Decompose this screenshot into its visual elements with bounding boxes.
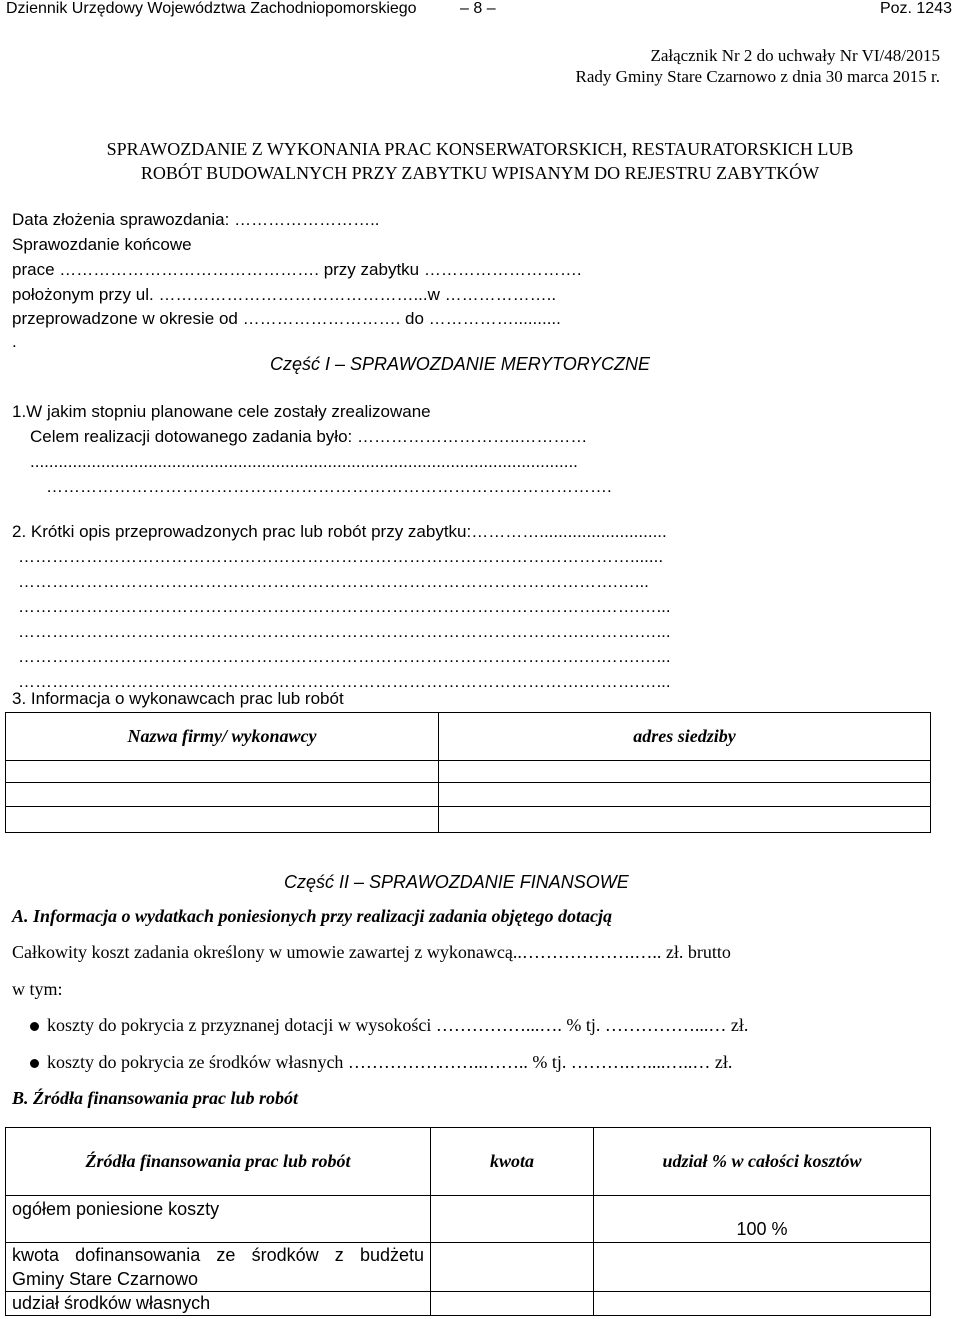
document-title-line-1: SPRAWOZDANIE Z WYKONANIA PRAC KONSERWATORSKICH, RESTAURATORSKICH LUB — [106, 139, 854, 159]
including-label: w tym: — [12, 979, 63, 999]
total-cost-field: Całkowity koszt zadania określony w umowie zawartej z wykonawcą..……………….….. zł. brutto — [12, 942, 731, 962]
contractors-row-2-address[interactable] — [439, 783, 931, 807]
question-2-line-6: ……………………………………………………………………………………….……….…... — [18, 672, 671, 691]
own-cost-field: koszty do pokrycia ze środków własnych …………………..…….. % tj. ……….…....…..… zł. — [47, 1052, 733, 1072]
header-share: udział % w całości kosztów — [594, 1128, 931, 1196]
contractors-row-3-address[interactable] — [439, 807, 931, 833]
contractors-table — [5, 712, 931, 833]
journal-name: Dziennik Urzędowy Województwa Zachodniopomorskiego — [6, 0, 417, 17]
funding-row-total-label: ogółem poniesione koszty — [6, 1196, 431, 1243]
page-number: – 8 – — [460, 0, 496, 17]
contractors-row-2 — [6, 783, 931, 807]
header-funding-sources: Źródła finansowania prac lub robót — [6, 1128, 431, 1196]
question-1-line-2: .................................................................................................................... — [30, 452, 578, 471]
question-1-goal-field: Celem realizacji dotowanego zadania było: ………………………..………… — [30, 427, 588, 446]
part1-heading: Część I – SPRAWOZDANIE MERYTORYCZNE — [270, 354, 651, 374]
funding-row-own-share[interactable] — [594, 1292, 931, 1316]
question-1-line-3: ………………………………………………………………………………………. — [46, 477, 612, 496]
final-report-label: Sprawozdanie końcowe — [12, 235, 192, 254]
location-field: położonym przy ul. ………………………………………...w ……………….. — [12, 285, 557, 304]
funding-row-own — [6, 1292, 931, 1316]
period-end-mark: . — [12, 332, 17, 351]
funding-row-total-amount[interactable] — [431, 1196, 594, 1243]
contractors-row-2-name[interactable] — [6, 783, 439, 807]
funding-row-grant-amount[interactable] — [431, 1243, 594, 1292]
funding-row-own-amount[interactable] — [431, 1292, 594, 1316]
funding-row-total-share: 100 % — [594, 1196, 931, 1243]
contractors-row-1-address[interactable] — [439, 761, 931, 783]
period-field: przeprowadzone w okresie od ………………………. do …………….......... — [12, 309, 561, 328]
contractors-row-3-name[interactable] — [6, 807, 439, 833]
attachment-line-2: Rady Gminy Stare Czarnowo z dnia 30 marca 2015 r. — [575, 67, 940, 86]
document-title-line-2: ROBÓT BUDOWALNYCH PRZY ZABYTKU WPISANYM DO REJESTRU ZABYTKÓW — [140, 163, 820, 183]
contractors-table-header — [6, 713, 931, 761]
funding-row-grant-share[interactable] — [594, 1243, 931, 1292]
funding-row-grant-label: kwota dofinansowania ze środków z budżetu Gminy Stare Czarnowo — [6, 1243, 431, 1292]
funding-table-header — [6, 1128, 931, 1196]
submission-date-field: Data złożenia sprawozdania: …………………….. — [12, 210, 380, 229]
contractors-row-1-name[interactable] — [6, 761, 439, 783]
question-1: 1.W jakim stopniu planowane cele zostały zrealizowane — [12, 402, 431, 421]
contractors-row-3 — [6, 807, 931, 833]
funding-row-grant — [6, 1243, 931, 1292]
question-2: 2. Krótki opis przeprowadzonych prac lub robót przy zabytku:…………........................... — [12, 522, 667, 541]
header-company-name: Nazwa firmy/ wykonawcy — [6, 713, 439, 761]
header-address: adres siedziby — [439, 713, 931, 761]
bullet-icon — [30, 1022, 39, 1031]
grant-cost-field: koszty do pokrycia z przyznanej dotacji w wysokości ……………...…. % tj. ……………...… zł. — [47, 1015, 749, 1035]
contractors-row-1 — [6, 761, 931, 783]
section-a-heading: A. Informacja o wydatkach poniesionych przy realizacji zadania objętego dotacją — [12, 906, 612, 926]
attachment-line-1: Załącznik Nr 2 do uchwały Nr VI/48/2015 — [650, 46, 940, 65]
funding-row-own-label: udział środków własnych — [6, 1292, 431, 1316]
part2-heading: Część II – SPRAWOZDANIE FINANSOWE — [284, 872, 629, 892]
works-field: prace ………………………………………. przy zabytku ………………………. — [12, 260, 582, 279]
question-2-line-1: ………………………………………………………………………………………………....... — [18, 547, 664, 566]
funding-row-total — [6, 1196, 931, 1243]
question-2-line-4: ……………………………………………………………………………………….……….…... — [18, 622, 671, 641]
bullet-icon — [30, 1059, 39, 1068]
question-3: 3. Informacja o wykonawcach prac lub robót — [12, 689, 344, 708]
position-number: Poz. 1243 — [879, 0, 952, 17]
question-2-line-2: …………………………………………………………………………………………….…... — [18, 572, 649, 591]
section-b-heading: B. Źródła finansowania prac lub robót — [12, 1088, 299, 1108]
question-2-line-5: ……………………………………………………………………………………….……….…... — [18, 647, 671, 666]
header-amount: kwota — [431, 1128, 594, 1196]
funding-table — [5, 1127, 931, 1316]
question-2-line-3: ………………………………………………………………………………………….…….…... — [18, 597, 671, 616]
